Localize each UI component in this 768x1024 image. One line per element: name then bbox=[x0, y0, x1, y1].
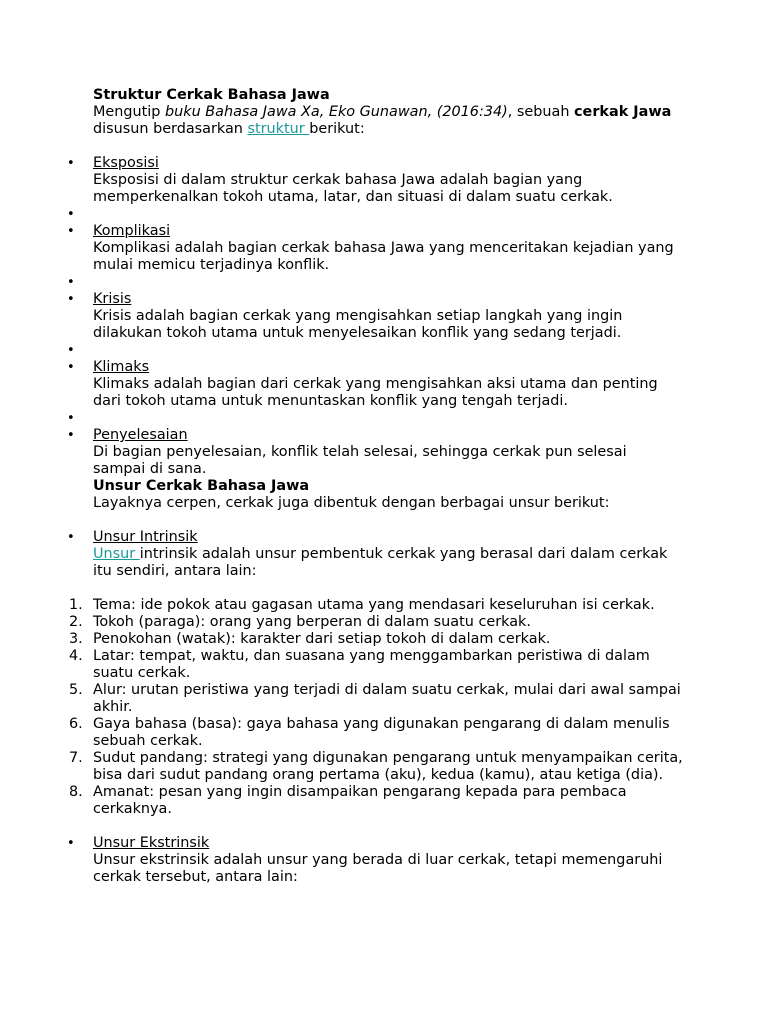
ekstrinsik-term: Unsur Ekstrinsik bbox=[93, 835, 210, 851]
structure-item-komplikasi bbox=[93, 223, 683, 274]
structure-term: Komplikasi bbox=[93, 223, 171, 239]
list-number: 3. bbox=[69, 631, 83, 647]
intrinsik-list-item bbox=[69, 784, 683, 818]
structure-item-krisis bbox=[93, 291, 683, 342]
ekstrinsik-section bbox=[93, 835, 683, 886]
structure-desc: Krisis adalah bagian cerkak yang mengisahkan setiap langkah yang ingin dilakukan tokoh utama untuk menyelesaikan konflik yang sedang terjadi. bbox=[93, 308, 623, 341]
list-text: Amanat: pesan yang ingin disampaikan pengarang kepada para pembaca cerkaknya. bbox=[93, 784, 627, 817]
structure-term: Krisis bbox=[93, 291, 132, 307]
structure-item-klimaks bbox=[93, 359, 683, 410]
list-number: 7. bbox=[69, 750, 83, 766]
list-text: Tokoh (paraga): orang yang berperan di dalam suatu cerkak. bbox=[93, 614, 531, 630]
structure-term: Penyelesaian bbox=[93, 427, 188, 443]
intrinsik-list-item bbox=[69, 614, 683, 631]
list-number: 8. bbox=[69, 784, 83, 800]
structure-item-penyelesaian bbox=[93, 427, 683, 478]
heading-unsur: Unsur Cerkak Bahasa Jawa bbox=[93, 478, 310, 494]
ekstrinsik-item bbox=[93, 835, 683, 886]
structure-term: Eksposisi bbox=[93, 155, 159, 171]
intrinsik-term: Unsur Intrinsik bbox=[93, 529, 198, 545]
list-text: Tema: ide pokok atau gagasan utama yang mendasari keseluruhan isi cerkak. bbox=[93, 597, 655, 613]
intrinsik-list-item bbox=[69, 648, 683, 682]
intrinsik-section bbox=[93, 529, 683, 580]
intro-bold: cerkak Jawa bbox=[574, 104, 672, 120]
structure-desc: Klimaks adalah bagian dari cerkak yang mengisahkan aksi utama dan penting dari tokoh utama untuk menuntaskan konflik yang tengah terjadi. bbox=[93, 376, 658, 409]
list-text: Alur: urutan peristiwa yang terjadi di dalam suatu cerkak, mulai dari awal sampai akhir. bbox=[93, 682, 681, 715]
list-number: 1. bbox=[69, 597, 83, 613]
unsur-intro: Layaknya cerpen, cerkak juga dibentuk dengan berbagai unsur berikut: bbox=[93, 495, 610, 511]
intrinsik-list-item bbox=[69, 750, 683, 784]
ekstrinsik-desc: Unsur ekstrinsik adalah unsur yang berada di luar cerkak, tetapi memengaruhi cerkak tersebut, antara lain: bbox=[93, 852, 663, 885]
structure-desc: Eksposisi di dalam struktur cerkak bahasa Jawa adalah bagian yang memperkenalkan tokoh utama, latar, dan situasi di dalam suatu cerkak. bbox=[93, 172, 613, 205]
list-number: 5. bbox=[69, 682, 83, 698]
list-number: 2. bbox=[69, 614, 83, 630]
heading-struktur: Struktur Cerkak Bahasa Jawa bbox=[93, 87, 330, 103]
intrinsik-list-item bbox=[69, 597, 683, 614]
list-text: Sudut pandang: strategi yang digunakan pengarang untuk menyampaikan cerita, bisa dari sudut pandang orang pertama (aku), kedua (kamu), atau ketiga (dia). bbox=[93, 750, 683, 783]
intrinsik-list-item bbox=[69, 682, 683, 716]
structure-desc: Komplikasi adalah bagian cerkak bahasa Jawa yang menceritakan kejadian yang mulai memicu terjadinya konflik. bbox=[93, 240, 674, 273]
structure-item-eksposisi bbox=[93, 155, 683, 206]
intrinsik-item bbox=[93, 529, 683, 580]
intro-suffix: berikut: bbox=[309, 121, 365, 137]
document-content bbox=[69, 87, 683, 886]
intro-citation: buku Bahasa Jawa Xa, Eko Gunawan, (2016:34) bbox=[165, 104, 508, 120]
intrinsik-desc: intrinsik adalah unsur pembentuk cerkak yang berasal dari dalam cerkak itu sendiri, antara lain: bbox=[93, 546, 668, 579]
struktur-link[interactable]: struktur bbox=[247, 121, 310, 137]
structure-list bbox=[93, 155, 683, 478]
intrinsik-list bbox=[69, 597, 683, 818]
structure-term: Klimaks bbox=[93, 359, 150, 375]
intro-paragraph bbox=[93, 104, 683, 138]
list-text: Penokohan (watak): karakter dari setiap tokoh di dalam cerkak. bbox=[93, 631, 551, 647]
structure-desc: Di bagian penyelesaian, konflik telah selesai, sehingga cerkak pun selesai sampai di sana. bbox=[93, 444, 627, 477]
intrinsik-list-item bbox=[69, 716, 683, 750]
intro-prefix: Mengutip bbox=[93, 104, 165, 120]
unsur-link[interactable]: Unsur bbox=[93, 546, 140, 562]
intro-mid2: disusun berdasarkan bbox=[93, 121, 248, 137]
list-number: 6. bbox=[69, 716, 83, 732]
list-number: 4. bbox=[69, 648, 83, 664]
list-text: Latar: tempat, waktu, dan suasana yang menggambarkan peristiwa di dalam suatu cerkak. bbox=[93, 648, 650, 681]
intrinsik-list-item bbox=[69, 631, 683, 648]
intro-mid: , sebuah bbox=[507, 104, 575, 120]
list-text: Gaya bahasa (basa): gaya bahasa yang digunakan pengarang di dalam menulis sebuah cerkak. bbox=[93, 716, 670, 749]
